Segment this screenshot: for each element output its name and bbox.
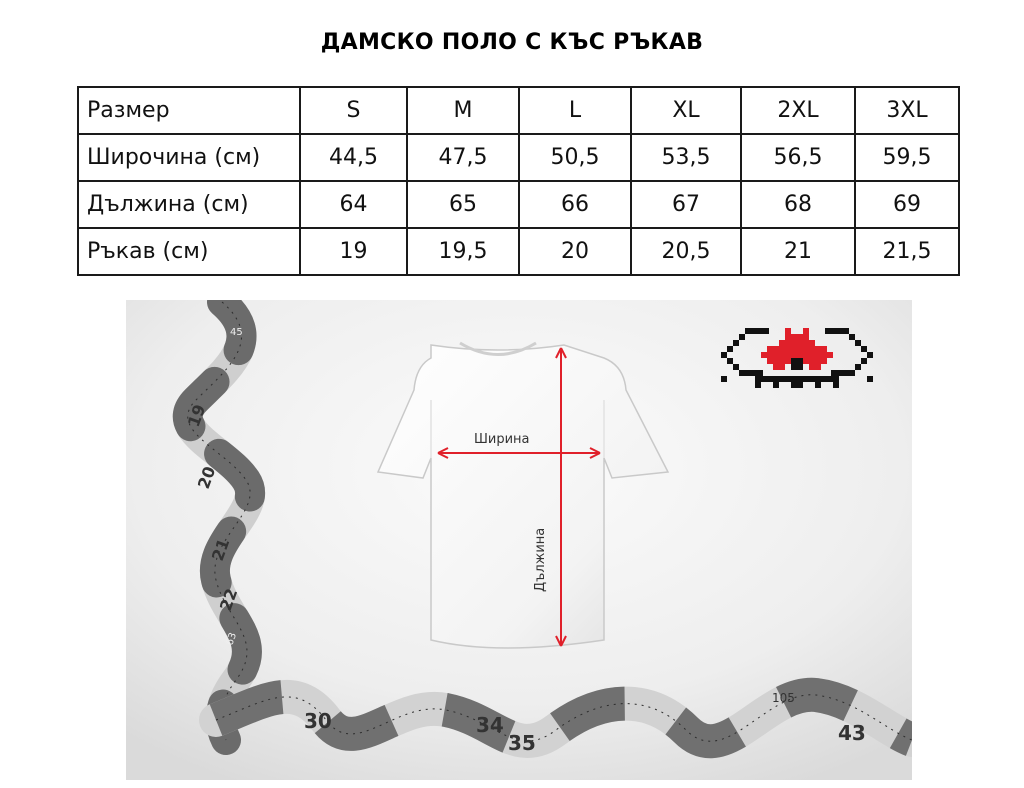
width-label: Ширина [474,432,530,447]
table-row-header [78,87,959,134]
size-header-l: L [519,87,631,134]
table-cell: 59,5 [855,134,959,181]
table-cell: 67 [631,181,741,228]
table-cell: 20 [519,228,631,275]
table-cell: 21,5 [855,228,959,275]
header-label: Размер [78,87,300,134]
measurement-illustration [126,300,912,780]
table-cell: 44,5 [300,134,407,181]
tape-number: 19 [183,401,210,430]
tape-number: 30 [304,709,332,733]
tape-number: 22 [215,585,242,614]
size-header-2xl: 2XL [741,87,855,134]
tape-number: 20 [193,463,220,492]
table-cell: 65 [407,181,519,228]
tape-number: 63 [224,631,240,648]
tape-number: 34 [476,713,504,737]
length-label: Дължина [533,527,548,592]
table-cell: 68 [741,181,855,228]
size-header-m: M [407,87,519,134]
table-row-width [78,134,959,181]
illustration-svg [126,300,912,780]
tape-number: 35 [508,731,536,755]
row-label: Широчина (см) [78,134,300,181]
table-cell: 47,5 [407,134,519,181]
table-cell: 66 [519,181,631,228]
table-cell: 64 [300,181,407,228]
size-header-3xl: 3XL [855,87,959,134]
table-cell: 53,5 [631,134,741,181]
table-row-sleeve [78,228,959,275]
page-title: ДАМСКО ПОЛО С КЪС РЪКАВ [320,30,704,55]
table-cell: 21 [741,228,855,275]
table-cell: 50,5 [519,134,631,181]
size-chart-table [77,86,960,276]
table-cell: 19,5 [407,228,519,275]
table-cell: 69 [855,181,959,228]
tape-number: 21 [207,535,234,564]
table-cell: 19 [300,228,407,275]
table-cell: 20,5 [631,228,741,275]
size-header-s: S [300,87,407,134]
table-row-length [78,181,959,228]
tape-number: 43 [838,721,866,745]
row-label: Ръкав (см) [78,228,300,275]
table-cell: 56,5 [741,134,855,181]
tape-number: 105 [772,691,795,705]
size-header-xl: XL [631,87,741,134]
row-label: Дължина (см) [78,181,300,228]
tape-number: 45 [230,327,243,338]
